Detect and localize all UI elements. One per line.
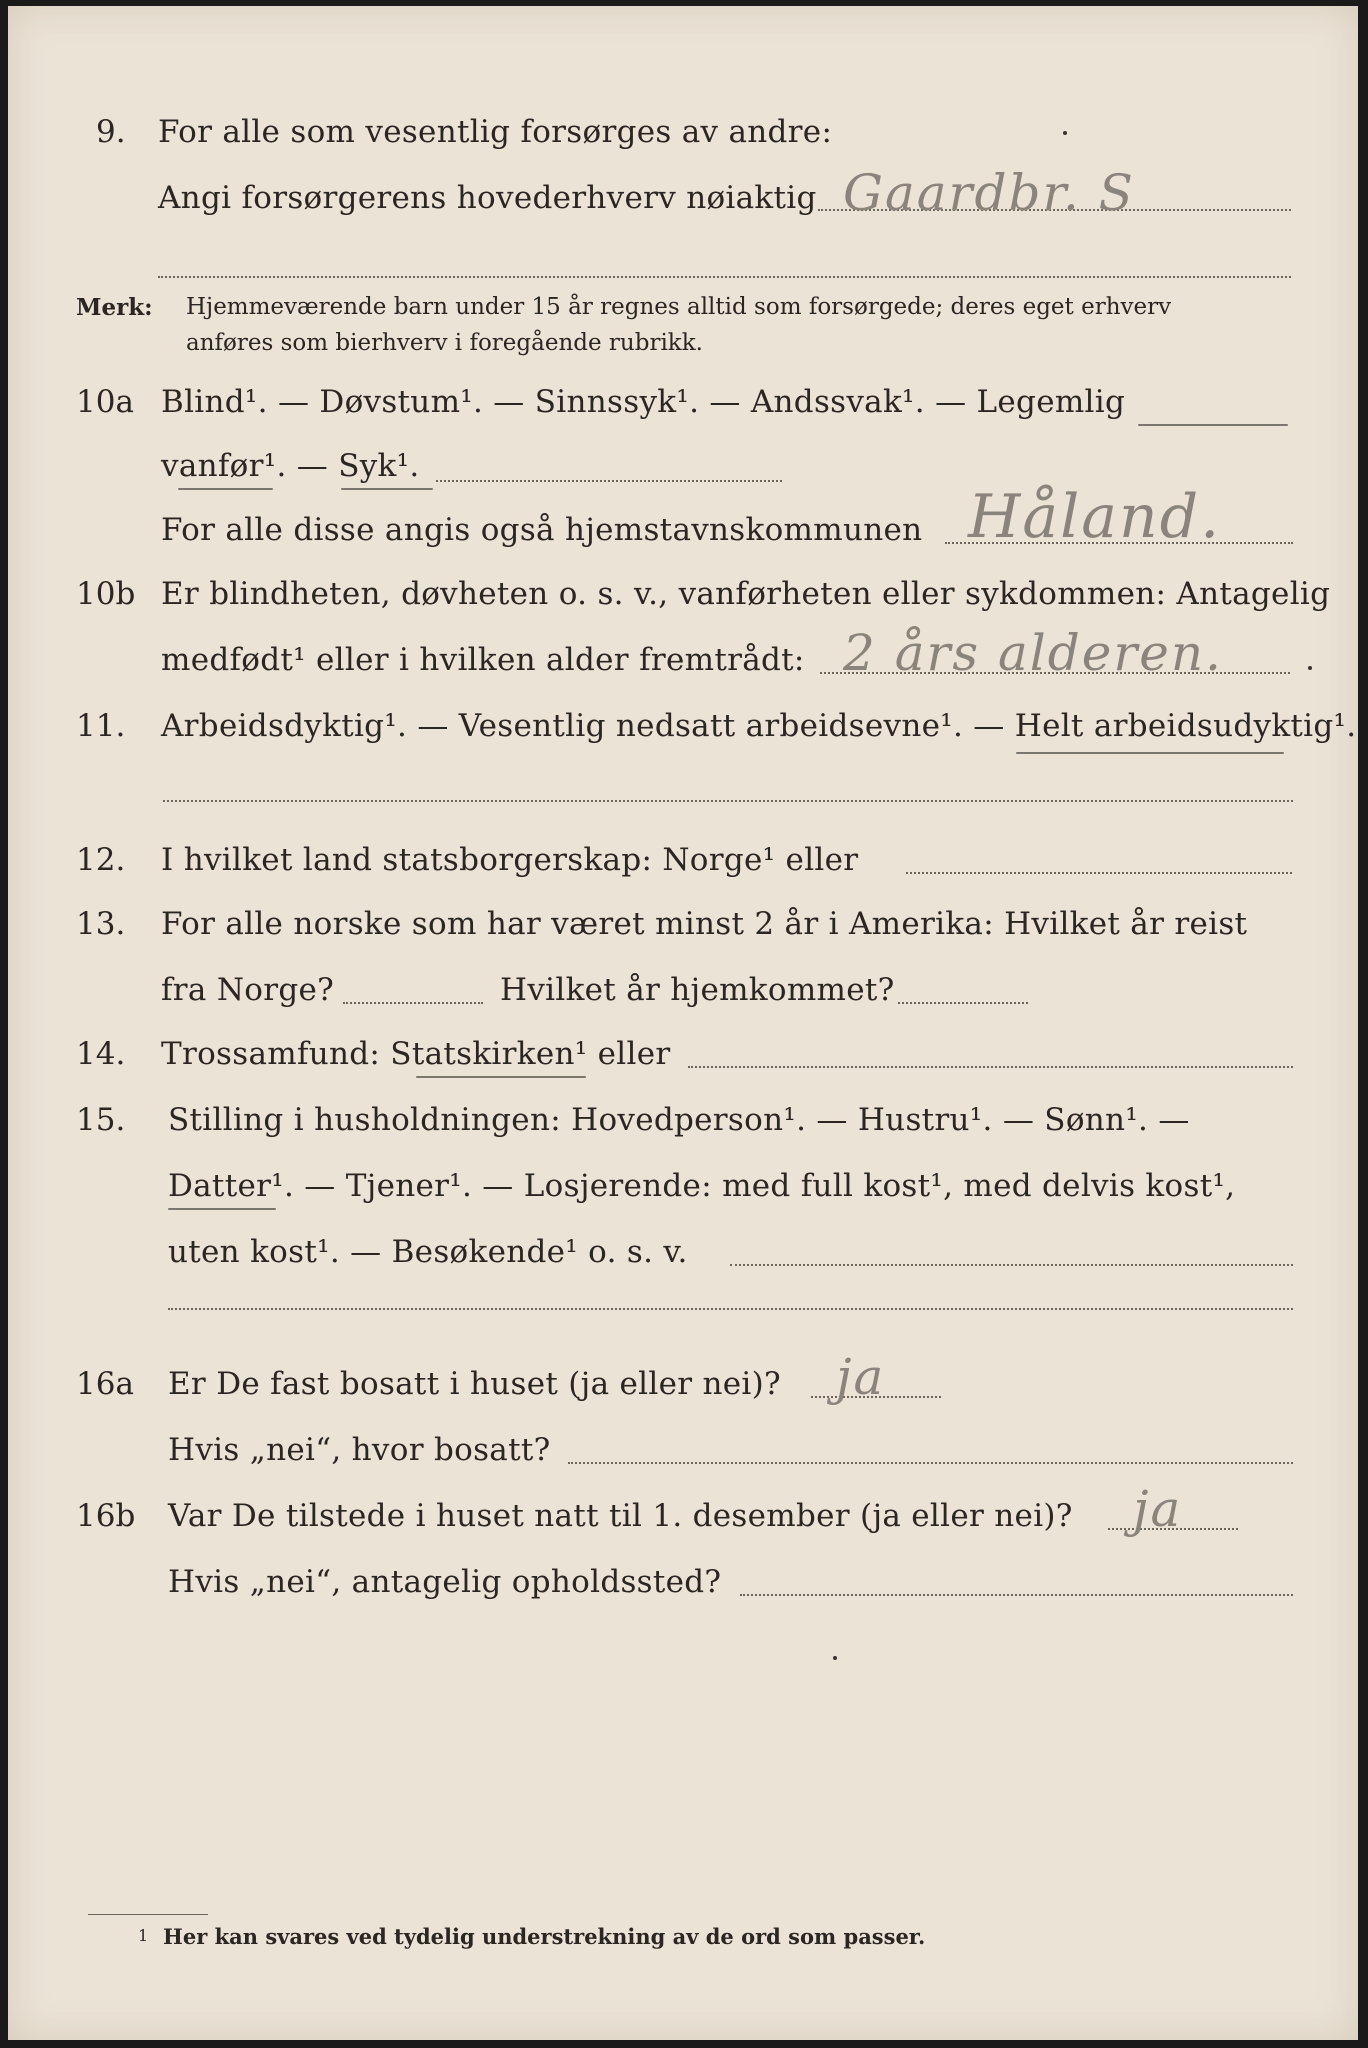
q15-separator [168, 1308, 1293, 1310]
q9-line2: Angi forsørgerens hovederhverv nøiaktig [158, 180, 817, 216]
q10a-underline-syk [341, 488, 433, 490]
paper-speck [1063, 131, 1067, 135]
merk-line1: Hjemmeværende barn under 15 år regnes alltid som forsørgede; deres eget erhverv [186, 294, 1172, 320]
q10b-line1: Er blindheten, døvheten o. s. v., vanførheten eller sykdommen: Antagelig [161, 576, 1331, 612]
q16b-opholdssted-answer-line [740, 1594, 1293, 1596]
q10a-line2: vanfør¹. — Syk¹. [161, 448, 420, 484]
q16a-answer-handwriting: ja [836, 1348, 886, 1406]
q9-answer-handwriting: Gaardbr. S [843, 164, 1135, 222]
q12-line1: I hvilket land statsborgerskap: Norge¹ eller [161, 842, 859, 878]
q13-hjemkommet-answer-line [898, 1002, 1028, 1004]
q10a-number: 10a [76, 384, 134, 420]
merk-label: Merk: [76, 294, 153, 321]
q10a-answer-handwriting: Håland. [968, 482, 1222, 552]
q10a-line1: Blind¹. — Døvstum¹. — Sinnssyk¹. — Andssvak¹. — Legemlig [161, 384, 1126, 420]
q15-line3: uten kost¹. — Besøkende¹ o. s. v. [168, 1234, 688, 1270]
q16a-line1: Er De fast bosatt i huset (ja eller nei)? [168, 1366, 781, 1402]
q10a-line3: For alle disse angis også hjemstavnskommunen [161, 512, 923, 548]
q14-answer-line [688, 1066, 1293, 1068]
merk-line2: anføres som bierhverv i foregående rubrikk. [186, 330, 703, 356]
q10b-answer-handwriting: 2 års alderen. [843, 624, 1223, 682]
q9-line1: For alle som vesentlig forsørges av andre: [158, 114, 833, 150]
q13-line2a: fra Norge? [161, 972, 335, 1008]
q10a-underline-vanfor [178, 488, 273, 490]
census-form-page [8, 6, 1358, 2040]
paper-speck [1308, 666, 1312, 670]
q12-answer-line [906, 872, 1292, 874]
q16b-answer-handwriting: ja [1133, 1480, 1183, 1538]
q11-separator [163, 800, 1293, 802]
q16a-number: 16a [76, 1366, 134, 1402]
q16b-number: 16b [76, 1498, 136, 1534]
footnote-text: Her kan svares ved tydelig understrekning av de ord som passer. [163, 1924, 926, 1949]
q10b-line2: medfødt¹ eller i hvilken alder fremtrådt: [161, 642, 805, 678]
q14-underline-statskirken [416, 1076, 586, 1078]
q10b-number: 10b [76, 576, 136, 612]
q16b-line1: Var De tilstede i huset natt til 1. desember (ja eller nei)? [168, 1498, 1073, 1534]
q16b-line2: Hvis „nei“, antagelig opholdssted? [168, 1564, 722, 1600]
q16a-bosatt-answer-line [568, 1462, 1293, 1464]
q10a-line2-dots [436, 480, 782, 482]
q16a-line2: Hvis „nei“, hvor bosatt? [168, 1432, 551, 1468]
q14-line1: Trossamfund: Statskirken¹ eller [161, 1036, 671, 1072]
q14-number: 14. [76, 1036, 126, 1072]
q15-answer-line [730, 1264, 1293, 1266]
q13-number: 13. [76, 906, 126, 942]
footnote-mark: 1 [138, 1926, 149, 1945]
q13-line2b: Hvilket år hjemkommet? [500, 972, 895, 1008]
q11-number: 11. [76, 708, 126, 744]
q10a-underline-legemlig [1138, 424, 1288, 426]
footnote-rule [88, 1914, 208, 1915]
q9-separator [158, 276, 1291, 278]
paper-speck [833, 1656, 837, 1660]
q12-number: 12. [76, 842, 126, 878]
q15-number: 15. [76, 1102, 126, 1138]
q15-line1: Stilling i husholdningen: Hovedperson¹. — Hustru¹. — Sønn¹. — [168, 1102, 1190, 1138]
q13-line1: For alle norske som har været minst 2 år i Amerika: Hvilket år reist [161, 906, 1248, 942]
q9-number: 9. [96, 114, 126, 150]
q15-line2: Datter¹. — Tjener¹. — Losjerende: med full kost¹, med delvis kost¹, [168, 1168, 1236, 1204]
q11-underline-helt-arbeidsudyktig [1016, 752, 1284, 754]
q13-reist-answer-line [343, 1002, 483, 1004]
q15-underline-datter [168, 1208, 276, 1210]
q11-line1: Arbeidsdyktig¹. — Vesentlig nedsatt arbeidsevne¹. — Helt arbeidsudyktig¹. [161, 708, 1357, 744]
